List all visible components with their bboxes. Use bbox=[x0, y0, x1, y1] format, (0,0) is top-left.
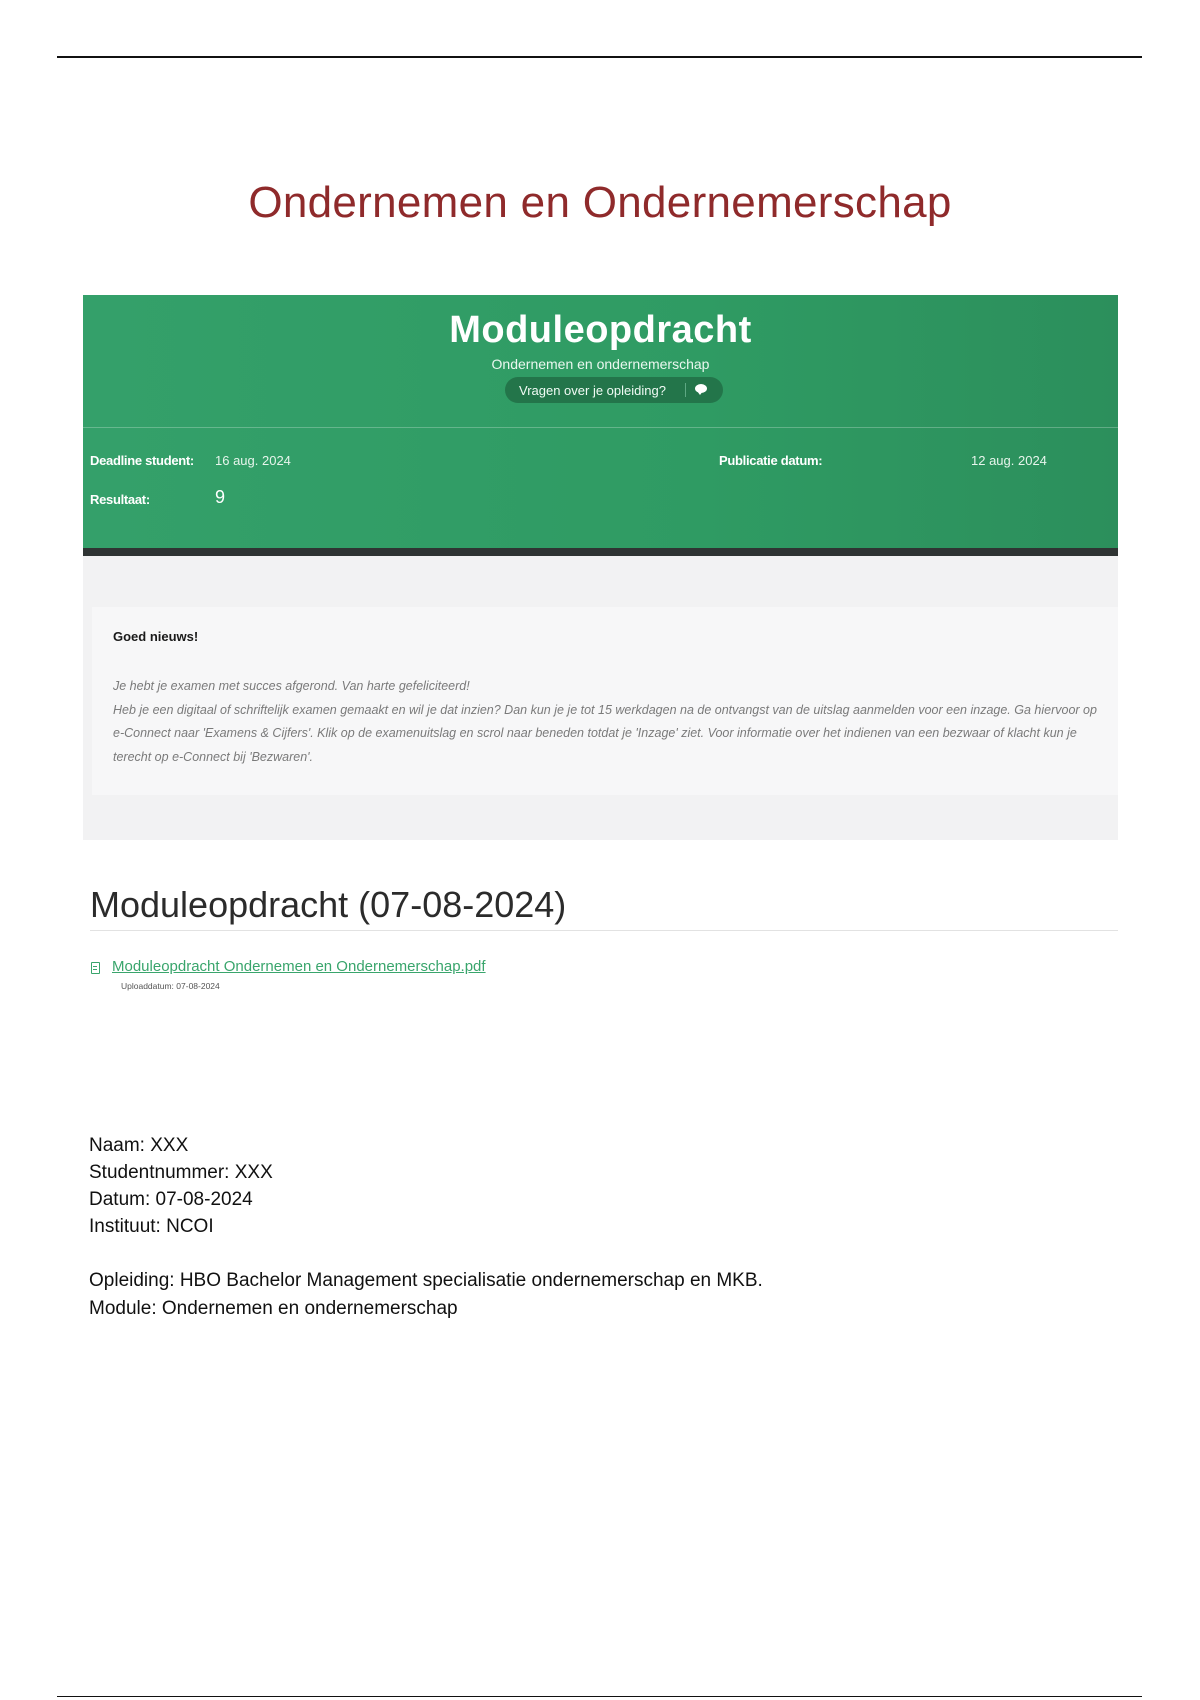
chat-bubble-icon bbox=[695, 384, 707, 393]
publication-label: Publicatie datum: bbox=[719, 453, 823, 468]
info-instituut: Instituut: NCOI bbox=[89, 1216, 214, 1237]
info-studentnummer: Studentnummer: XXX bbox=[89, 1162, 273, 1183]
news-line-2: Heb je een digitaal of schriftelijk examen gemaakt en wil je dat inzien? Dan kun je je tot 15 werkdagen na de ontvangst van de uitslag aanmelden voor een inzage. Ga hiervoor op e-Connect naar 'Examens & Cijfers'. Klik op de examenuitslag en scrol naar beneden totdat je 'Inzage' ziet. Voor informatie over het indienen van een bezwaar of klacht kun je terecht op e-Connect bij 'Bezwaren'. bbox=[113, 702, 1097, 764]
banner-title: Moduleopdracht bbox=[449, 309, 752, 351]
info-naam: Naam: XXX bbox=[89, 1135, 189, 1156]
module-banner bbox=[83, 295, 1118, 548]
section-heading: Moduleopdracht (07-08-2024) bbox=[90, 884, 567, 925]
banner-divider bbox=[83, 427, 1118, 428]
button-separator bbox=[685, 383, 686, 397]
pdf-download-link[interactable]: Moduleopdracht Ondernemen en Ondernemerschap.pdf bbox=[112, 958, 486, 975]
questions-button[interactable] bbox=[505, 377, 723, 403]
good-news-panel bbox=[92, 607, 1118, 795]
banner-subtitle: Ondernemen en ondernemerschap bbox=[491, 356, 710, 372]
banner-bottom-bar bbox=[83, 548, 1118, 556]
upload-date: Uploaddatum: 07-08-2024 bbox=[121, 981, 220, 991]
document-title: Ondernemen en Ondernemerschap bbox=[248, 178, 952, 227]
questions-button-label: Vragen over je opleiding? bbox=[519, 382, 666, 398]
document-icon bbox=[91, 962, 100, 974]
deadline-label: Deadline student: bbox=[90, 453, 194, 468]
info-opleiding: Opleiding: HBO Bachelor Management specialisatie ondernemerschap en MKB. bbox=[89, 1270, 763, 1291]
top-rule bbox=[57, 56, 1142, 58]
news-title: Goed nieuws! bbox=[113, 629, 199, 644]
info-datum: Datum: 07-08-2024 bbox=[89, 1189, 253, 1210]
info-module: Module: Ondernemen en ondernemerschap bbox=[89, 1298, 458, 1319]
portal-screenshot bbox=[83, 295, 1118, 840]
bottom-rule bbox=[57, 1696, 1142, 1697]
section-divider bbox=[90, 930, 1118, 931]
news-line-1: Je hebt je examen met succes afgerond. Van harte gefeliciteerd! bbox=[113, 679, 470, 693]
result-value: 9 bbox=[215, 487, 226, 507]
news-body bbox=[113, 675, 1103, 769]
result-label: Resultaat: bbox=[90, 492, 150, 507]
publication-value: 12 aug. 2024 bbox=[971, 453, 1047, 468]
deadline-value: 16 aug. 2024 bbox=[215, 453, 291, 468]
